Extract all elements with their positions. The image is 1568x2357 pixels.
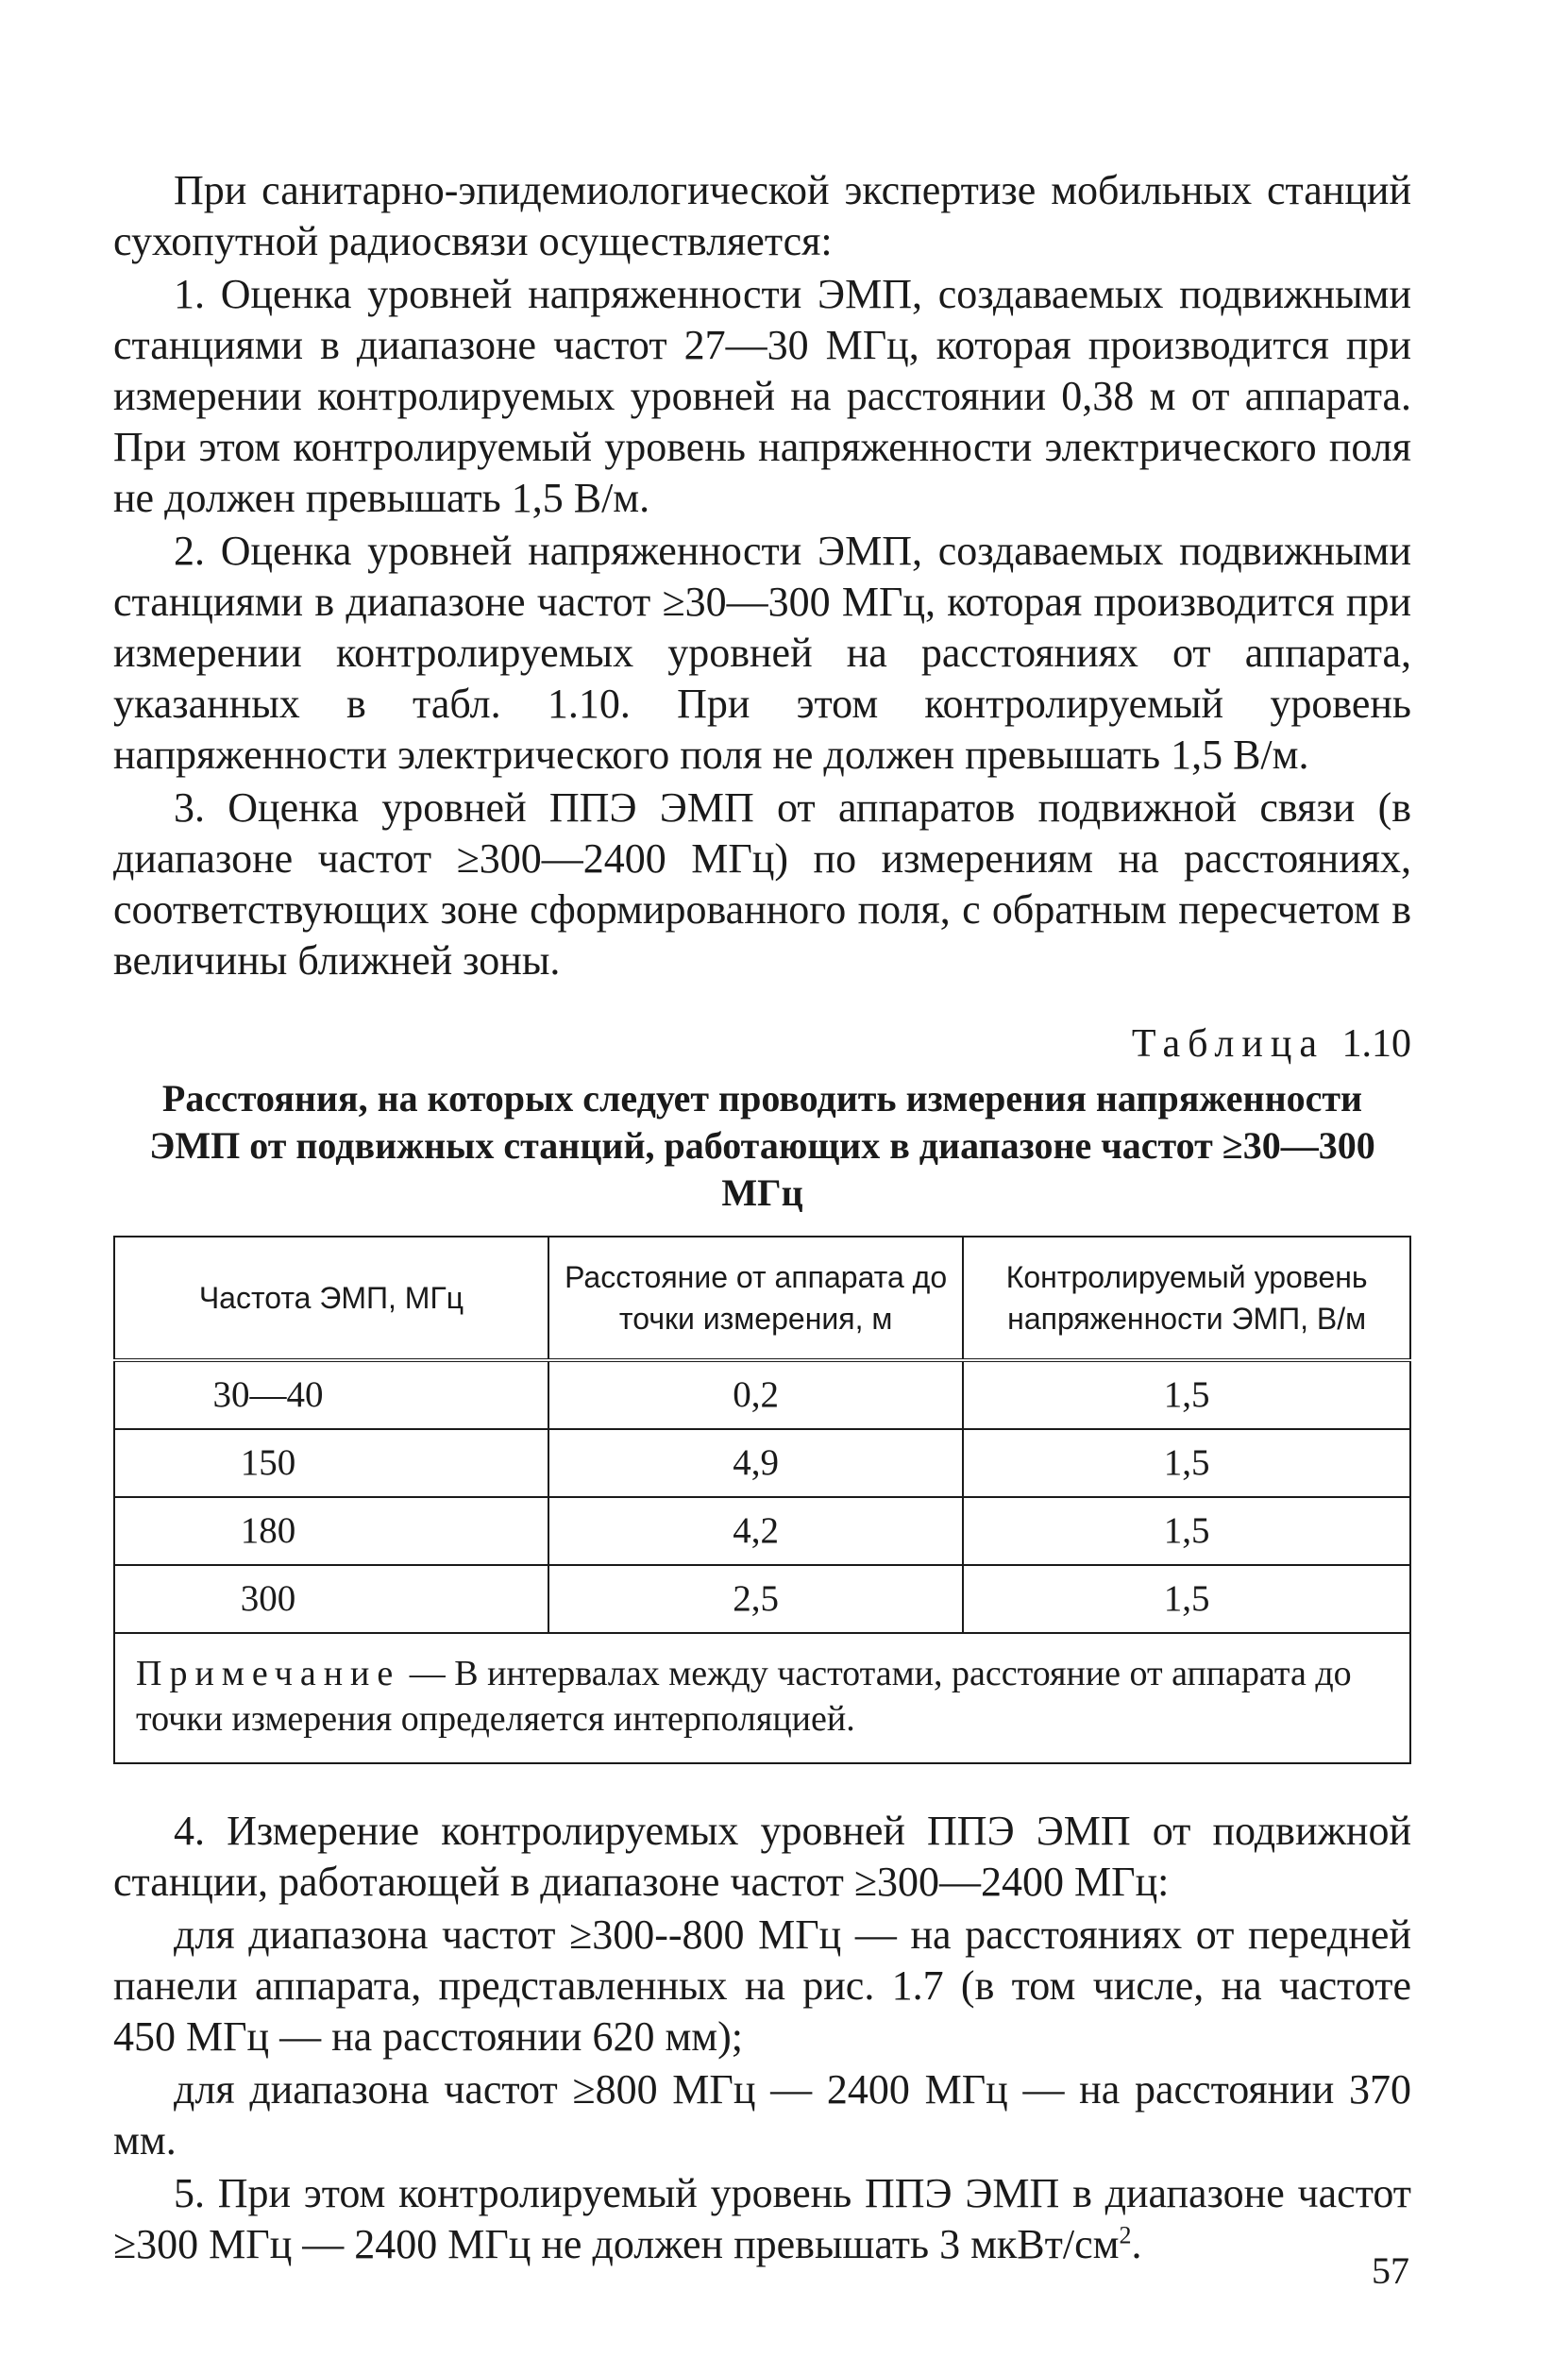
table-note-row	[114, 1633, 1410, 1763]
item-1-paragraph: 1. Оценка уровней напряженности ЭМП, создаваемых подвижными станциями в диапазоне частот 27—30 МГц, которая производится при измерении контролируемых уровней на расстоянии 0,38 м от аппарата. При этом контролируемый уровень напряженности электрического поля не должен превышать 1,5 В/м.	[113, 271, 1411, 521]
table-row	[114, 1360, 1410, 1429]
range-300-800-paragraph: для диапазона частот ≥300--800 МГц — на расстояниях от передней панели аппарата, представленных на рис. 1.7 (в том числе, на частоте 450 МГц — на расстоянии 620 мм);	[113, 1911, 1411, 2060]
cell-frequency: 180	[114, 1497, 548, 1565]
cell-frequency: 150	[114, 1429, 548, 1497]
table-row	[114, 1429, 1410, 1497]
header-distance: Расстояние от аппарата до точки измерения, м	[548, 1237, 963, 1360]
intro-paragraph: При санитарно-эпидемиологической экспертизе мобильных станций сухопутной радиосвязи осуществляется:	[113, 167, 1411, 264]
item-5-paragraph	[113, 2168, 1411, 2270]
table-row	[114, 1565, 1410, 1633]
item-5-text: 5. При этом контролируемый уровень ППЭ ЭМП в диапазоне частот ≥300 МГц — 2400 МГц не должен превышать 3 мкВт/см	[113, 2170, 1411, 2267]
item-5-superscript: 2	[1119, 2221, 1132, 2249]
table-note	[114, 1633, 1410, 1763]
item-3-paragraph: 3. Оценка уровней ППЭ ЭМП от аппаратов подвижной связи (в диапазоне частот ≥300—2400 МГц) по измерениям на расстояниях, соответствующих зоне сформированного поля, с обратным пересчетом в величины ближней зоны.	[113, 784, 1411, 984]
bottom-section	[113, 1806, 1411, 2270]
table-label: Таблица	[1131, 1022, 1324, 1066]
page-content	[113, 165, 1411, 2272]
cell-level: 1,5	[963, 1497, 1410, 1565]
cell-level: 1,5	[963, 1429, 1410, 1497]
table-header-row	[114, 1237, 1410, 1360]
item-2-paragraph: 2. Оценка уровней напряженности ЭМП, создаваемых подвижными станциями в диапазоне частот ≥30—300 МГц, которая производится при измерении контролируемых уровней на расстояниях от аппарата, указанных в табл. 1.10. При этом контролируемый уровень напряженности электрического поля не должен превышать 1,5 В/м.	[113, 528, 1411, 778]
cell-distance: 2,5	[548, 1565, 963, 1633]
note-text: — В интервалах между частотами, расстояние от аппарата до точки измерения определяется интерполяцией.	[136, 1654, 1352, 1739]
table-number-value: 1.10	[1341, 1022, 1411, 1066]
cell-level: 1,5	[963, 1565, 1410, 1633]
header-frequency: Частота ЭМП, МГц	[114, 1237, 548, 1360]
range-800-2400-paragraph: для диапазона частот ≥800 МГц — 2400 МГц — на расстоянии 370 мм.	[113, 2066, 1411, 2163]
table-row	[114, 1497, 1410, 1565]
item-4-paragraph: 4. Измерение контролируемых уровней ППЭ ЭМП от подвижной станции, работающей в диапазоне частот ≥300—2400 МГц:	[113, 1808, 1411, 1905]
data-table	[113, 1236, 1411, 1764]
header-level: Контролируемый уровень напряженности ЭМП, В/м	[963, 1237, 1410, 1360]
cell-distance: 4,2	[548, 1497, 963, 1565]
cell-distance: 0,2	[548, 1360, 963, 1429]
note-label: Примечание	[136, 1654, 401, 1693]
page-number: 57	[1372, 2249, 1409, 2292]
item-5-end: .	[1131, 2221, 1142, 2267]
cell-level: 1,5	[963, 1360, 1410, 1429]
table-number	[113, 1019, 1411, 1069]
cell-frequency: 30—40	[114, 1360, 548, 1429]
cell-distance: 4,9	[548, 1429, 963, 1497]
cell-frequency: 300	[114, 1565, 548, 1633]
table-caption: Расстояния, на которых следует проводить измерения напряженности ЭМП от подвижных станций, работающих в диапазоне частот ≥30—300 МГц	[149, 1077, 1375, 1214]
